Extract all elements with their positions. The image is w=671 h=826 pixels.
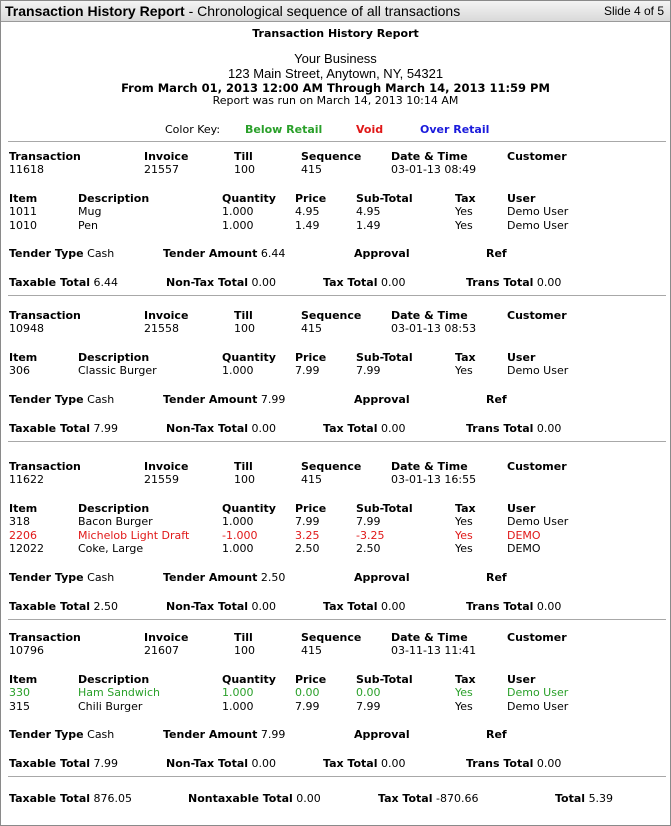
tender-amount-label: Tender Amount [163,570,258,584]
item-tax: Yes [455,205,473,218]
item-subtotal: -3.25 [356,528,385,542]
column-tax-label: Tax [455,351,476,364]
item-tax: Yes [455,528,473,542]
divider [8,441,666,442]
item-quantity: 1.000 [222,218,254,232]
tx-datetime: 03-01-13 08:49 [391,163,477,176]
non-tax-total [166,757,276,770]
slide-indicator: Slide 4 of 5 [603,4,664,18]
item-user: Demo User [507,686,569,699]
item-price: 4.95 [295,205,320,218]
column-quantity-label: Quantity [222,673,276,686]
column-price-label: Price [295,351,327,364]
window-title-bold: Transaction History Report [5,3,185,19]
column-user-label: User [507,192,536,205]
item-tax: Yes [455,686,473,699]
item-item: 2206 [9,528,37,542]
column-user-label: User [507,673,536,686]
item-tax: Yes [455,542,473,555]
ref [486,571,507,584]
item-description: Classic Burger [78,364,157,377]
item-quantity: 1.000 [222,699,254,713]
header-customer-label: Customer [507,150,567,163]
item-price: 7.99 [295,699,320,713]
column-tax-label: Tax [455,192,476,205]
header-transaction-label: Transaction [9,631,81,644]
item-quantity: 1.000 [222,542,254,555]
item-user: Demo User [507,205,569,218]
taxable-total-value: 6.44 [93,276,119,289]
item-user: Demo User [507,218,569,232]
item-item: 12022 [9,542,44,555]
tx-transaction: 10796 [9,644,44,657]
approval-label: Approval [354,728,410,741]
taxable-total-value: 7.99 [93,421,119,435]
grand-tax-label: Tax Total [378,792,433,805]
tx-datetime: 03-11-13 11:41 [391,644,477,657]
item-description: Chili Burger [78,699,143,713]
header-datetime-label: Date & Time [391,631,468,644]
ref [486,728,507,741]
tx-sequence: 415 [301,473,322,486]
header-till-label: Till [234,631,253,644]
trans-total [466,600,561,613]
item-tax: Yes [455,699,473,713]
color-key-below-retail: Below Retail [245,123,323,136]
tax-total-value: 0.00 [380,421,406,435]
grand-total-label: Total [555,792,586,805]
tender-amount-label: Tender Amount [163,728,258,741]
item-quantity: 1.000 [222,515,254,528]
grand-nontax-total [188,792,321,805]
tx-transaction: 11618 [9,163,44,176]
tender-amount [163,247,285,260]
tender-type-value: Cash [87,570,115,584]
business-name: Your Business [294,51,377,66]
header-transaction-label: Transaction [9,460,81,473]
divider [8,776,666,777]
header-till-label: Till [234,309,253,322]
header-invoice-label: Invoice [144,150,189,163]
tax-total-value: 0.00 [380,757,406,770]
item-user: DEMO [507,528,541,542]
tender-type-label: Tender Type [9,728,84,741]
non-tax-total-label: Non-Tax Total [166,421,249,435]
approval [354,728,410,741]
item-description: Coke, Large [78,542,144,555]
divider [8,619,666,620]
tax-total-label: Tax Total [323,599,378,613]
column-tax-label: Tax [455,673,476,686]
non-tax-total [166,422,276,435]
window-title [5,3,460,19]
item-subtotal: 0.00 [356,686,381,699]
tender-type-label: Tender Type [9,247,84,260]
header-sequence-label: Sequence [301,460,362,473]
tender-type-value: Cash [87,392,115,406]
column-price-label: Price [295,673,327,686]
ref [486,393,507,406]
header-sequence-label: Sequence [301,309,362,322]
column-subtotal-label: Sub-Total [356,192,413,205]
tender-type [9,247,114,260]
header-customer-label: Customer [507,631,567,644]
item-tax: Yes [455,364,473,377]
header-invoice-label: Invoice [144,631,189,644]
item-user: Demo User [507,364,569,377]
approval-label: Approval [354,392,410,406]
approval [354,247,410,260]
column-description-label: Description [78,502,150,515]
trans-total [466,422,561,435]
grand-taxable-total [9,792,132,805]
item-description: Bacon Burger [78,515,153,528]
tx-sequence: 415 [301,644,322,657]
taxable-total [9,276,118,289]
tx-invoice: 21557 [144,163,179,176]
column-quantity-label: Quantity [222,502,276,515]
column-item-label: Item [9,502,38,515]
grand-tax-value: -870.66 [435,792,479,805]
report-date-range: From March 01, 2013 12:00 AM Through March 14, 2013 11:59 PM [121,81,550,95]
item-user: Demo User [507,699,569,713]
trans-total-label: Trans Total [466,599,534,613]
column-quantity-label: Quantity [222,192,276,205]
tender-amount-value: 7.99 [260,728,286,741]
column-item-label: Item [9,351,38,364]
ref-label: Ref [486,728,507,741]
color-key-over-retail: Over Retail [420,123,490,136]
trans-total-label: Trans Total [466,421,534,435]
tx-datetime: 03-01-13 16:55 [391,473,477,486]
column-description-label: Description [78,351,150,364]
item-item: 306 [9,364,30,377]
non-tax-total-label: Non-Tax Total [166,599,249,613]
item-price: 7.99 [295,515,320,528]
tender-type [9,571,114,584]
item-user: Demo User [507,515,569,528]
item-subtotal: 7.99 [356,515,381,528]
item-item: 1010 [9,218,37,232]
taxable-total-value: 2.50 [93,599,119,613]
tax-total [323,276,405,289]
non-tax-total-label: Non-Tax Total [166,276,249,289]
tender-amount-value: 6.44 [260,247,286,260]
taxable-total-label: Taxable Total [9,599,91,613]
header-invoice-label: Invoice [144,309,189,322]
item-price: 0.00 [295,686,320,699]
item-price: 1.49 [295,218,320,232]
item-subtotal: 7.99 [356,364,381,377]
column-subtotal-label: Sub-Total [356,673,413,686]
tender-type [9,393,114,406]
tender-amount-value: 7.99 [260,392,286,406]
item-quantity: -1.000 [222,528,258,542]
tx-sequence: 415 [301,163,322,176]
header-datetime-label: Date & Time [391,309,468,322]
header-customer-label: Customer [507,460,567,473]
taxable-total [9,600,118,613]
item-subtotal: 1.49 [356,218,381,232]
tax-total [323,600,405,613]
item-item: 330 [9,686,30,699]
tender-type [9,728,114,741]
column-price-label: Price [295,192,327,205]
approval-label: Approval [354,570,410,584]
taxable-total-label: Taxable Total [9,276,91,289]
tx-till: 100 [234,644,255,657]
non-tax-total-value: 0.00 [251,599,277,613]
column-item-label: Item [9,192,38,205]
item-description: Mug [78,205,102,218]
taxable-total [9,757,118,770]
item-item: 1011 [9,205,37,218]
item-tax: Yes [455,515,473,528]
approval-label: Approval [354,247,410,260]
header-sequence-label: Sequence [301,631,362,644]
ref [486,247,507,260]
column-subtotal-label: Sub-Total [356,351,413,364]
header-invoice-label: Invoice [144,460,189,473]
tx-transaction: 10948 [9,322,44,335]
tx-invoice: 21559 [144,473,179,486]
taxable-total-value: 7.99 [93,757,119,770]
trans-total-value: 0.00 [536,599,562,613]
non-tax-total-value: 0.00 [251,276,277,289]
non-tax-total [166,276,276,289]
tender-type-value: Cash [87,728,115,741]
trans-total [466,757,561,770]
window-title-rest: - Chronological sequence of all transactions [184,3,461,19]
tx-sequence: 415 [301,322,322,335]
trans-total [466,276,561,289]
tender-amount [163,571,285,584]
taxable-total-label: Taxable Total [9,757,91,770]
header-datetime-label: Date & Time [391,150,468,163]
column-tax-label: Tax [455,502,476,515]
grand-nontax-label: Nontaxable Total [188,792,293,805]
divider [8,295,666,296]
tax-total [323,757,405,770]
tax-total-value: 0.00 [380,276,406,289]
tx-datetime: 03-01-13 08:53 [391,322,477,335]
ref-label: Ref [486,247,507,260]
item-user: DEMO [507,542,541,555]
item-price: 2.50 [295,542,320,555]
trans-total-value: 0.00 [536,757,562,770]
tender-type-label: Tender Type [9,570,84,584]
item-quantity: 1.000 [222,686,254,699]
header-customer-label: Customer [507,309,567,322]
item-description: Michelob Light Draft [78,528,190,542]
report-run-time: Report was run on March 14, 2013 10:14 AM [212,94,459,107]
item-tax: Yes [455,218,473,232]
non-tax-total [166,600,276,613]
column-description-label: Description [78,673,150,686]
item-subtotal: 7.99 [356,699,381,713]
header-till-label: Till [234,460,253,473]
column-quantity-label: Quantity [222,351,276,364]
item-price: 3.25 [295,528,320,542]
ref-label: Ref [486,570,507,584]
item-price: 7.99 [295,364,320,377]
column-item-label: Item [9,673,38,686]
grand-total [555,792,613,805]
column-description-label: Description [78,192,150,205]
item-subtotal: 2.50 [356,542,381,555]
divider [8,141,666,142]
tax-total [323,422,405,435]
header-transaction-label: Transaction [9,309,81,322]
item-subtotal: 4.95 [356,205,381,218]
non-tax-total-value: 0.00 [251,421,277,435]
tax-total-label: Tax Total [323,421,378,435]
tender-amount [163,728,285,741]
column-subtotal-label: Sub-Total [356,502,413,515]
tx-till: 100 [234,163,255,176]
column-user-label: User [507,351,536,364]
tax-total-label: Tax Total [323,757,378,770]
item-item: 315 [9,699,30,713]
non-tax-total-value: 0.00 [251,757,277,770]
tax-total-label: Tax Total [323,276,378,289]
tx-invoice: 21607 [144,644,179,657]
trans-total-value: 0.00 [536,276,562,289]
color-key-void: Void [356,123,384,136]
tender-amount-label: Tender Amount [163,247,258,260]
approval [354,571,410,584]
tx-till: 100 [234,322,255,335]
tender-type-value: Cash [87,247,115,260]
taxable-total-label: Taxable Total [9,421,91,435]
grand-tax-total [378,792,478,805]
tax-total-value: 0.00 [380,599,406,613]
header-datetime-label: Date & Time [391,460,468,473]
trans-total-label: Trans Total [466,757,534,770]
header-sequence-label: Sequence [301,150,362,163]
item-description: Ham Sandwich [78,686,160,699]
taxable-total [9,422,118,435]
tx-invoice: 21558 [144,322,179,335]
color-key-label: Color Key: [165,123,221,136]
tender-type-label: Tender Type [9,392,84,406]
item-quantity: 1.000 [222,205,254,218]
tender-amount-value: 2.50 [260,570,286,584]
tender-amount-label: Tender Amount [163,392,258,406]
item-description: Pen [78,218,98,232]
trans-total-value: 0.00 [536,421,562,435]
trans-total-label: Trans Total [466,276,534,289]
report-heading: Transaction History Report [252,27,419,40]
grand-total-value: 5.39 [588,792,614,805]
column-price-label: Price [295,502,327,515]
tender-amount [163,393,285,406]
title-bar [1,1,670,22]
approval [354,393,410,406]
grand-taxable-value: 876.05 [93,792,133,805]
item-item: 318 [9,515,30,528]
header-till-label: Till [234,150,253,163]
item-quantity: 1.000 [222,364,254,377]
tx-till: 100 [234,473,255,486]
ref-label: Ref [486,392,507,406]
column-user-label: User [507,502,536,515]
header-transaction-label: Transaction [9,150,81,163]
tx-transaction: 11622 [9,473,44,486]
grand-nontax-value: 0.00 [296,792,321,805]
business-address: 123 Main Street, Anytown, NY, 54321 [227,66,444,81]
non-tax-total-label: Non-Tax Total [166,757,249,770]
grand-taxable-label: Taxable Total [9,792,91,805]
